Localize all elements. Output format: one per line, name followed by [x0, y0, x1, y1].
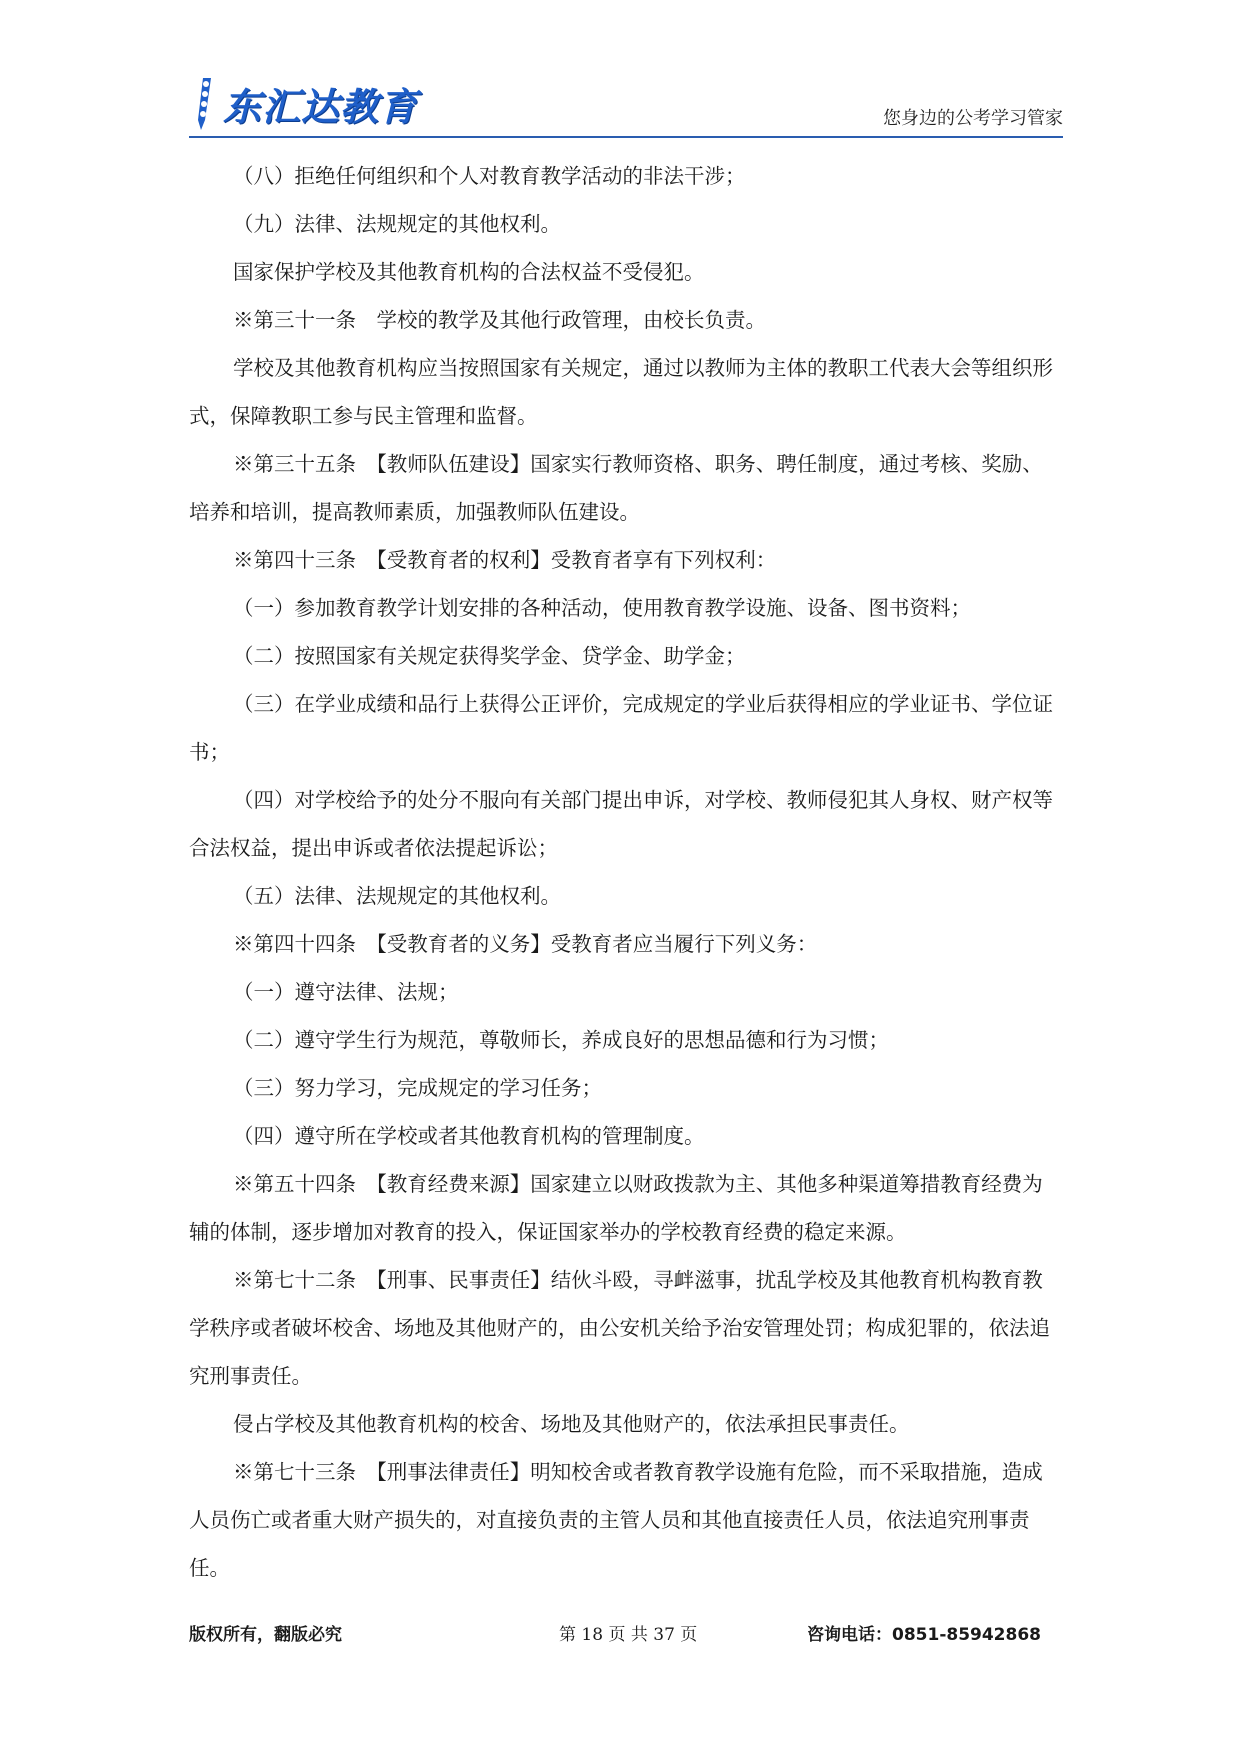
brand-logo [189, 74, 418, 132]
copyright-notice: 版权所有，翻版必究 [189, 1625, 342, 1645]
paragraph: （九）法律、法规规定的其他权利。 [233, 212, 561, 236]
paragraph: （八）拒绝任何组织和个人对教育教学活动的非法干涉； [233, 164, 746, 188]
paragraph: （三）努力学习，完成规定的学习任务； [233, 1076, 602, 1100]
paragraph: （三）在学业成绩和品行上获得公正评价，完成规定的学业后获得相应的学业证书、学位证书； [189, 692, 1053, 764]
header-divider [189, 136, 1063, 138]
paragraph: ※第七十二条 【刑事、民事责任】结伙斗殴，寻衅滋事，扰乱学校及其他教育机构教育教学秩序或者破坏校舍、场地及其他财产的，由公安机关给予治安管理处罚；构成犯罪的，依法追究刑事责任。 [189, 1268, 1050, 1388]
page-number: 第 18 页 共 37 页 [559, 1625, 698, 1645]
paragraph: （四）遵守所在学校或者其他教育机构的管理制度。 [233, 1124, 705, 1148]
paragraph: ※第七十三条 【刑事法律责任】明知校舍或者教育教学设施有危险，而不采取措施，造成人员伤亡或者重大财产损失的，对直接负责的主管人员和其他直接责任人员，依法追究刑事责任。 [189, 1460, 1043, 1580]
paragraph: 侵占学校及其他教育机构的校舍、场地及其他财产的，依法承担民事责任。 [233, 1412, 910, 1436]
page-footer [189, 1620, 1063, 1648]
paragraph: 学校及其他教育机构应当按照国家有关规定，通过以教师为主体的教职工代表大会等组织形式，保障教职工参与民主管理和监督。 [189, 356, 1053, 428]
paragraph: （四）对学校给予的处分不服向有关部门提出申诉，对学校、教师侵犯其人身权、财产权等合法权益，提出申诉或者依法提起诉讼； [189, 788, 1053, 860]
paragraph: ※第五十四条 【教育经费来源】国家建立以财政拨款为主、其他多种渠道筹措教育经费为辅的体制，逐步增加对教育的投入，保证国家举办的学校教育经费的稳定来源。 [189, 1172, 1043, 1244]
paragraph: （一）遵守法律、法规； [233, 980, 459, 1004]
paragraph: （五）法律、法规规定的其他权利。 [233, 884, 561, 908]
contact-phone: 咨询电话：0851-85942868 [807, 1625, 1041, 1645]
paragraph: （二）遵守学生行为规范，尊敬师长，养成良好的思想品德和行为习惯； [233, 1028, 889, 1052]
paragraph: 国家保护学校及其他教育机构的合法权益不受侵犯。 [233, 260, 705, 284]
page-header [189, 70, 1063, 138]
document-body [189, 152, 1063, 1592]
paragraph: ※第四十三条 【受教育者的权利】受教育者享有下列权利： [233, 548, 777, 572]
logo-text: 东汇达教育 [223, 84, 419, 129]
paragraph: ※第三十一条 学校的教学及其他行政管理，由校长负责。 [233, 308, 766, 332]
paragraph: ※第四十四条 【受教育者的义务】受教育者应当履行下列义务： [233, 932, 818, 956]
paragraph: （二）按照国家有关规定获得奖学金、贷学金、助学金； [233, 644, 746, 668]
paragraph: ※第三十五条 【教师队伍建设】国家实行教师资格、职务、聘任制度，通过考核、奖励、培养和培训，提高教师素质，加强教师队伍建设。 [189, 452, 1043, 524]
paragraph: （一）参加教育教学计划安排的各种活动，使用教育教学设施、设备、图书资料； [233, 596, 971, 620]
header-tagline: 您身边的公考学习管家 [883, 108, 1063, 129]
pencil-logo-icon [189, 74, 219, 132]
